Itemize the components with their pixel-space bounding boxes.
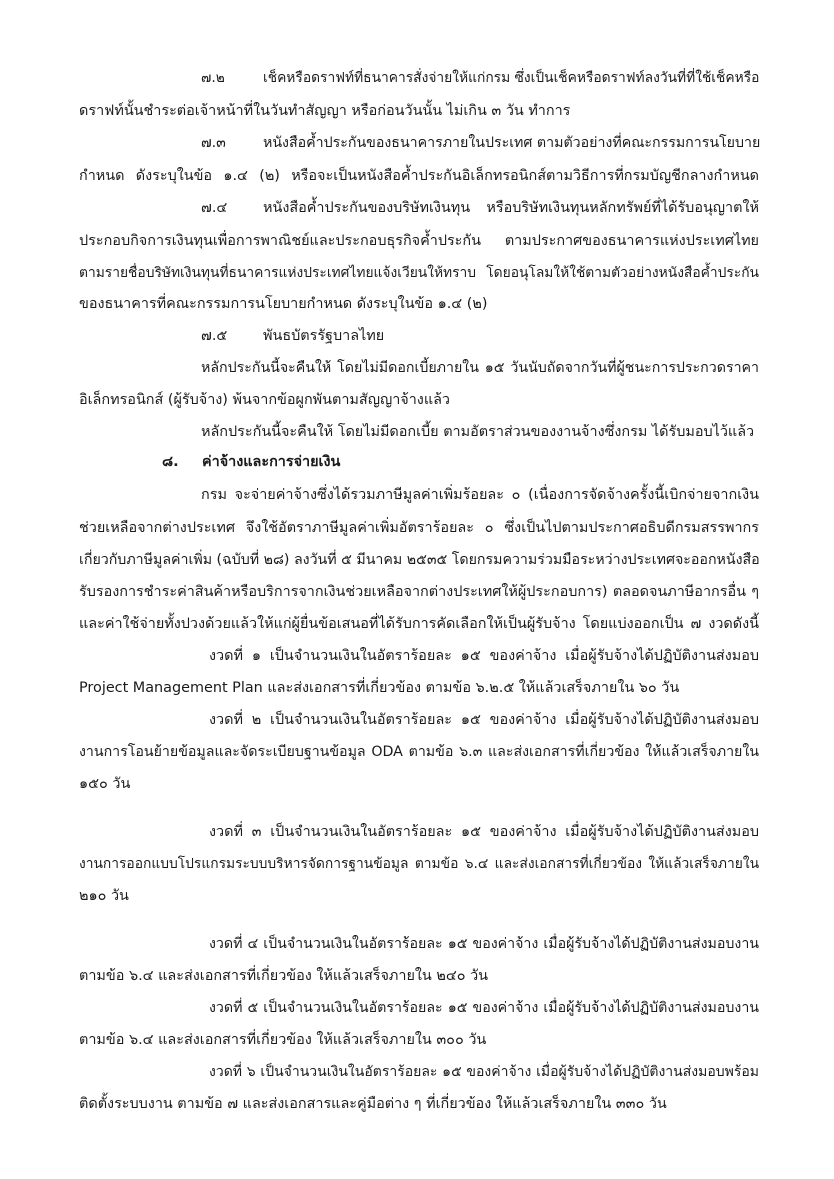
clause-7-3 bbox=[201, 133, 759, 153]
installment-4: งวดที่ ๔ เป็นจำนวนเงินในอัตราร้อยละ ๑๕ ของค่าจ้าง เมื่อผู้รับจ้างได้ปฏิบัติงานส่งมอบงาน bbox=[209, 936, 759, 952]
paragraph-line: ตามรายชื่อบริษัทเงินทุนที่ธนาคารแห่งประเทศไทยแจ้งเวียนให้ทราบ โดยอนุโลมให้ใช้ตามตัวอย่างหนังสือค้ำประกัน bbox=[79, 265, 759, 281]
paragraph-line: เกี่ยวกับภาษีมูลค่าเพิ่ม (ฉบับที่ ๒๘) ลงวันที่ ๕ มีนาคม ๒๕๓๕ โดยกรมความร่วมมือระหว่างประเทศจะออกหนังสือ bbox=[79, 552, 760, 568]
clause-number: ๗.๒ bbox=[201, 70, 225, 86]
installment-2: งวดที่ ๒ เป็นจำนวนเงินในอัตราร้อยละ ๑๕ ของค่าจ้าง เมื่อผู้รับจ้างได้ปฏิบัติงานส่งมอบ bbox=[209, 712, 759, 728]
paragraph-line: กรม จะจ่ายค่าจ้างซึ่งได้รวมภาษีมูลค่าเพิ่มร้อยละ ๐ (เนื่องการจัดจ้างครั้งนี้เบิกจ่ายจากเงิน bbox=[201, 487, 759, 503]
clause-text: หนังสือค้ำประกันของธนาคารภายในประเทศ ตามตัวอย่างที่คณะกรรมการนโยบาย bbox=[263, 135, 761, 151]
installment-5: งวดที่ ๕ เป็นจำนวนเงินในอัตราร้อยละ ๑๕ ของค่าจ้าง เมื่อผู้รับจ้างได้ปฏิบัติงานส่งมอบงาน bbox=[209, 1000, 759, 1016]
paragraph-line: ช่วยเหลือจากต่างประเทศ จึงใช้อัตราภาษีมูลค่าเพิ่มอัตราร้อยละ ๐ ซึ่งเป็นไปตามประกาศอธิบดีกรมสรรพากร bbox=[79, 520, 759, 536]
installment-6: งวดที่ ๖ เป็นจำนวนเงินในอัตราร้อยละ ๑๕ ของค่าจ้าง เมื่อผู้รับจ้างได้ปฏิบัติงานส่งมอบพร้อม bbox=[209, 1064, 759, 1080]
paragraph-line: กำหนด ดังระบุในข้อ ๑.๔ (๒) หรือจะเป็นหนังสือค้ำประกันอิเล็กทรอนิกส์ตามวิธีการที่กรมบัญชีกลางกำหนด bbox=[79, 168, 759, 184]
installment-1: งวดที่ ๑ เป็นจำนวนเงินในอัตราร้อยละ ๑๕ ของค่าจ้าง เมื่อผู้รับจ้างได้ปฏิบัติงานส่งมอบ bbox=[209, 648, 759, 664]
paragraph-line: ของธนาคารที่คณะกรรมการนโยบายกำหนด ดังระบุในข้อ ๑.๔ (๒) bbox=[79, 296, 488, 312]
clause-7-2 bbox=[201, 68, 759, 88]
paragraph-line: ๑๕๐ วัน bbox=[79, 776, 131, 792]
paragraph-line: ติดตั้งระบบงาน ตามข้อ ๗ และส่งเอกสารและคู่มือต่าง ๆ ที่เกี่ยวข้อง ให้แล้วเสร็จภายใน ๓๓๐ วัน bbox=[79, 1096, 667, 1112]
clause-number: ๗.๔ bbox=[201, 200, 228, 216]
paragraph-line: งานการออกแบบโปรแกรมระบบบริหารจัดการฐานข้อมูล ตามข้อ ๖.๔ และส่งเอกสารที่เกี่ยวข้อง ให้แล้วเสร็จภายใน bbox=[79, 856, 759, 872]
paragraph-line: ๒๑๐ วัน bbox=[79, 888, 129, 904]
clause-text: เช็คหรือดราฟท์ที่ธนาคารสั่งจ่ายให้แก่กรม ซึ่งเป็นเช็คหรือดราฟท์ลงวันที่ที่ใช้เช็คหรือ bbox=[263, 70, 760, 86]
paragraph-line: หลักประกันนี้จะคืนให้ โดยไม่มีดอกเบี้ย ตามอัตราส่วนของงานจ้างซึ่งกรม ได้รับมอบไว้แล้ว bbox=[201, 424, 755, 440]
paragraph-line: รับรองการชำระค่าสินค้าหรือบริการจากเงินช่วยเหลือจากต่างประเทศให้ผู้ประกอบการ) ตลอดจนภาษีอากรอื่น ๆ bbox=[79, 584, 759, 600]
section-title: ค่าจ้างและการจ่ายเงิน bbox=[202, 454, 341, 470]
paragraph-line: งานการโอนย้ายข้อมูลและจัดระเบียบฐานข้อมูล ODA ตามข้อ ๖.๓ และส่งเอกสารที่เกี่ยวข้อง ให้แล้วเสร็จภายใน bbox=[79, 744, 759, 760]
clause-text: พันธบัตรรัฐบาลไทย bbox=[263, 328, 385, 344]
paragraph-line: ตามข้อ ๖.๔ และส่งเอกสารที่เกี่ยวข้อง ให้แล้วเสร็จภายใน ๒๔๐ วัน bbox=[79, 968, 488, 984]
paragraph-line: ตามข้อ ๖.๔ และส่งเอกสารที่เกี่ยวข้อง ให้แล้วเสร็จภายใน ๓๐๐ วัน bbox=[79, 1032, 487, 1048]
clause-7-5 bbox=[201, 326, 759, 346]
installment-3: งวดที่ ๓ เป็นจำนวนเงินในอัตราร้อยละ ๑๕ ของค่าจ้าง เมื่อผู้รับจ้างได้ปฏิบัติงานส่งมอบ bbox=[209, 824, 759, 840]
paragraph-line: Project Management Plan และส่งเอกสารที่เกี่ยวข้อง ตามข้อ ๖.๒.๕ ให้แล้วเสร็จภายใน ๖๐ วัน bbox=[79, 680, 680, 696]
clause-number: ๗.๕ bbox=[201, 328, 228, 344]
paragraph-line: หลักประกันนี้จะคืนให้ โดยไม่มีดอกเบี้ยภายใน ๑๕ วันนับถัดจากวันที่ผู้ชนะการประกวดราคา bbox=[201, 360, 759, 376]
section-heading-8 bbox=[162, 452, 562, 472]
clause-7-4 bbox=[201, 198, 759, 218]
section-number: ๘. bbox=[162, 454, 179, 470]
paragraph-line: อิเล็กทรอนิกส์ (ผู้รับจ้าง) พ้นจากข้อผูกพันตามสัญญาจ้างแล้ว bbox=[79, 392, 451, 408]
paragraph-line: ดราฟท์นั้นชำระต่อเจ้าหน้าที่ในวันทำสัญญา หรือก่อนวันนั้น ไม่เกิน ๓ วัน ทำการ bbox=[79, 103, 571, 119]
paragraph-line: ประกอบกิจการเงินทุนเพื่อการพาณิชย์และประกอบธุรกิจค้ำประกัน ตามประกาศของธนาคารแห่งประเทศไทย bbox=[79, 233, 759, 249]
clause-text: หนังสือค้ำประกันของบริษัทเงินทุน หรือบริษัทเงินทุนหลักทรัพย์ที่ได้รับอนุญาตให้ bbox=[263, 200, 759, 216]
paragraph-line: และค่าใช้จ่ายทั้งปวงด้วยแล้วให้แก่ผู้ยื่นข้อเสนอที่ได้รับการคัดเลือกให้เป็นผู้รับจ้าง โดยแบ่งออกเป็น ๗ งวดดังนี้ bbox=[79, 616, 759, 632]
clause-number: ๗.๓ bbox=[201, 135, 226, 151]
